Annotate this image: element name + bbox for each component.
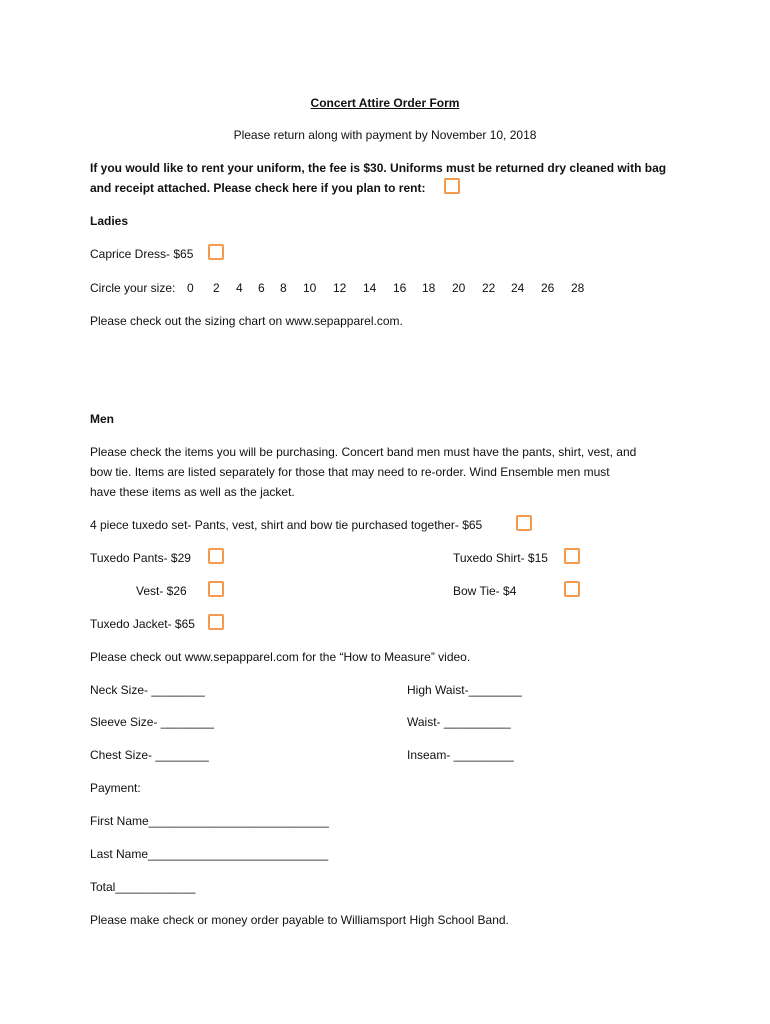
- tuxedo-pants-label: Tuxedo Pants- $29: [90, 551, 191, 565]
- first-name-field[interactable]: First Name___________________________: [90, 814, 329, 828]
- form-title: Concert Attire Order Form: [310, 96, 460, 110]
- rent-notice-line-2: and receipt attached. Please check here if you plan to rent:: [90, 181, 426, 195]
- size-option[interactable]: 2: [213, 281, 220, 295]
- tuxedo-pants-checkbox[interactable]: [208, 548, 224, 564]
- vest-checkbox[interactable]: [208, 581, 224, 597]
- payment-heading: Payment:: [90, 781, 141, 795]
- caprice-dress-label: Caprice Dress- $65: [90, 247, 194, 261]
- neck-size-field[interactable]: Neck Size- ________: [90, 683, 205, 697]
- size-option[interactable]: 0: [187, 281, 194, 295]
- size-option[interactable]: 12: [333, 281, 347, 295]
- sleeve-size-field[interactable]: Sleeve Size- ________: [90, 715, 215, 729]
- bow-tie-checkbox[interactable]: [564, 581, 580, 597]
- waist-field[interactable]: Waist- __________: [407, 715, 511, 729]
- tuxedo-set-label: 4 piece tuxedo set- Pants, vest, shirt and bow tie purchased together- $65: [90, 518, 483, 532]
- ladies-heading: Ladies: [90, 214, 129, 228]
- men-instructions-line-1: Please check the items you will be purchasing. Concert band men must have the pants, shirt, vest, and: [90, 445, 637, 459]
- rent-notice-line-1: If you would like to rent your uniform, the fee is $30. Uniforms must be returned dry cleaned with bag: [90, 161, 667, 175]
- men-instructions-line-3: have these items as well as the jacket.: [90, 485, 295, 499]
- size-option[interactable]: 24: [511, 281, 525, 295]
- size-option[interactable]: 20: [452, 281, 466, 295]
- size-label: Circle your size:: [90, 281, 176, 295]
- bow-tie-label: Bow Tie- $4: [453, 584, 517, 598]
- tuxedo-shirt-label: Tuxedo Shirt- $15: [453, 551, 548, 565]
- tuxedo-jacket-label: Tuxedo Jacket- $65: [90, 617, 195, 631]
- size-option[interactable]: 6: [258, 281, 265, 295]
- rent-checkbox[interactable]: [444, 178, 460, 194]
- size-option[interactable]: 18: [422, 281, 436, 295]
- tuxedo-set-checkbox[interactable]: [516, 515, 532, 531]
- size-option[interactable]: 16: [393, 281, 407, 295]
- tuxedo-jacket-checkbox[interactable]: [208, 614, 224, 630]
- size-option[interactable]: 28: [571, 281, 585, 295]
- vest-label: Vest- $26: [136, 584, 187, 598]
- tuxedo-shirt-checkbox[interactable]: [564, 548, 580, 564]
- size-option[interactable]: 8: [280, 281, 287, 295]
- return-deadline: Please return along with payment by November 10, 2018: [233, 128, 537, 142]
- sizing-chart-note: Please check out the sizing chart on www.sepapparel.com.: [90, 314, 403, 328]
- size-option[interactable]: 10: [303, 281, 317, 295]
- size-option[interactable]: 4: [236, 281, 243, 295]
- size-option[interactable]: 26: [541, 281, 555, 295]
- inseam-field[interactable]: Inseam- _________: [407, 748, 514, 762]
- total-field[interactable]: Total____________: [90, 880, 196, 894]
- high-waist-field[interactable]: High Waist-________: [407, 683, 522, 697]
- last-name-field[interactable]: Last Name___________________________: [90, 847, 329, 861]
- size-option[interactable]: 22: [482, 281, 496, 295]
- payable-note: Please make check or money order payable to Williamsport High School Band.: [90, 913, 509, 927]
- men-instructions-line-2: bow tie. Items are listed separately for those that may need to re-order. Wind Ensemble men must: [90, 465, 610, 479]
- chest-size-field[interactable]: Chest Size- ________: [90, 748, 209, 762]
- caprice-dress-checkbox[interactable]: [208, 244, 224, 260]
- how-to-measure-note: Please check out www.sepapparel.com for the “How to Measure” video.: [90, 650, 471, 664]
- men-heading: Men: [90, 412, 114, 426]
- size-option[interactable]: 14: [363, 281, 377, 295]
